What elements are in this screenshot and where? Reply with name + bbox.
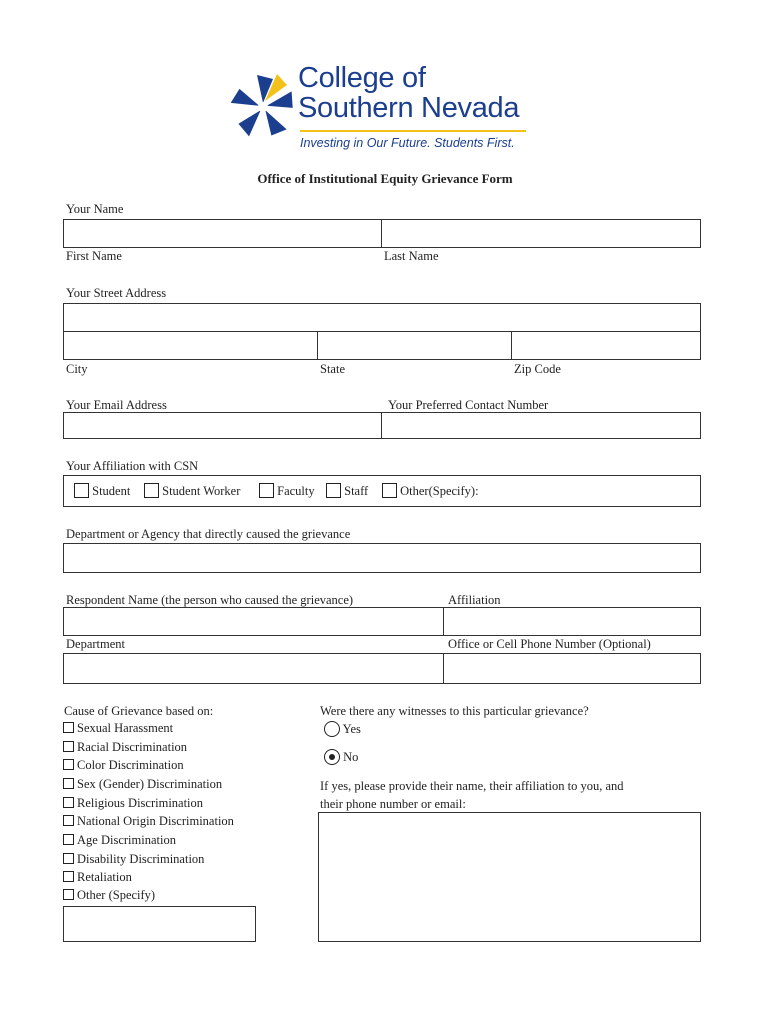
respondent-name-label: Respondent Name (the person who caused the grievance) [66, 593, 354, 607]
name-box [63, 219, 701, 248]
respondent-dept-box [63, 653, 701, 684]
cause-option-label: Disability Discrimination [77, 852, 205, 866]
witness-details-field[interactable] [318, 812, 701, 942]
logo-tagline: Investing in Our Future. Students First. [300, 136, 515, 150]
cause-checkbox[interactable] [63, 722, 74, 733]
cause-option[interactable] [63, 796, 203, 811]
cause-option[interactable] [63, 888, 155, 903]
no-label: No [343, 750, 359, 764]
last-name-label: Last Name [384, 249, 439, 263]
other-checkbox[interactable] [382, 483, 397, 498]
cause-option-label: Religious Discrimination [77, 796, 204, 810]
respondent-phone-label: Office or Cell Phone Number (Optional) [448, 637, 651, 651]
zip-code-label: Zip Code [514, 362, 561, 376]
name-divider [381, 220, 382, 247]
affiliation-option-staff[interactable] [326, 483, 368, 499]
cause-option-label: Sexual Harassment [77, 721, 174, 735]
logo-rule [300, 130, 526, 132]
respondent-box [63, 607, 701, 636]
state-field[interactable] [319, 332, 512, 359]
cause-option[interactable] [63, 833, 176, 848]
affiliation-option-other[interactable] [382, 483, 479, 499]
affiliation-option-student[interactable] [74, 483, 130, 499]
witness-followup-line-1: If yes, please provide their name, their affiliation to you, and [320, 779, 624, 793]
yes-radio[interactable] [324, 721, 340, 737]
preferred-contact-field[interactable] [383, 413, 700, 438]
cause-option[interactable] [63, 870, 132, 885]
cause-checkbox[interactable] [63, 759, 74, 770]
staff-checkbox[interactable] [326, 483, 341, 498]
yes-label: Yes [342, 722, 361, 736]
email-phone-box [63, 412, 701, 439]
cause-option[interactable] [63, 740, 187, 755]
first-name-label: First Name [66, 249, 122, 263]
state-label: State [320, 362, 345, 376]
respondent-department-label: Department [66, 637, 126, 651]
no-radio[interactable] [324, 749, 340, 765]
state-divider [511, 332, 512, 359]
street-address-field[interactable] [63, 303, 701, 332]
cause-option[interactable] [63, 852, 204, 867]
witnesses-question: Were there any witnesses to this particular grievance? [320, 704, 589, 718]
other-cause-specify-field[interactable] [63, 906, 256, 942]
cause-option[interactable] [63, 721, 173, 736]
no-radio-dot [329, 754, 335, 760]
city-divider [317, 332, 318, 359]
cause-checkbox[interactable] [63, 741, 74, 752]
cause-checkbox[interactable] [63, 815, 74, 826]
department-agency-label: Department or Agency that directly caused the grievance [66, 527, 351, 541]
student-worker-label: Student Worker [162, 484, 241, 498]
cause-option[interactable] [63, 777, 222, 792]
witness-followup-line-2: their phone number or email: [320, 797, 466, 811]
affiliation-label: Your Affiliation with CSN [66, 459, 199, 473]
respondent-name-field[interactable] [64, 608, 444, 635]
affiliation-option-student-worker[interactable] [144, 483, 240, 499]
cause-option-label: Other (Specify) [77, 888, 156, 902]
cause-checkbox[interactable] [63, 778, 74, 789]
logo-line-1: College of [298, 62, 426, 94]
student-label: Student [92, 484, 131, 498]
student-checkbox[interactable] [74, 483, 89, 498]
cause-checkbox[interactable] [63, 871, 74, 882]
respondent-affiliation-label: Affiliation [448, 593, 501, 607]
zip-code-field[interactable] [513, 332, 700, 359]
email-field[interactable] [64, 413, 382, 438]
cause-option-label: Sex (Gender) Discrimination [77, 777, 223, 791]
form-title: Office of Institutional Equity Grievance Form [257, 171, 513, 186]
student-worker-checkbox[interactable] [144, 483, 159, 498]
first-name-field[interactable] [64, 220, 382, 247]
affiliation-option-faculty[interactable] [259, 483, 315, 499]
cause-option-label: Age Discrimination [77, 833, 176, 847]
city-label: City [66, 362, 88, 376]
cause-checkbox[interactable] [63, 834, 74, 845]
cause-checkbox[interactable] [63, 853, 74, 864]
cause-checkbox[interactable] [63, 797, 74, 808]
email-divider [381, 413, 382, 438]
last-name-field[interactable] [383, 220, 700, 247]
cause-option[interactable] [63, 814, 234, 829]
staff-label: Staff [344, 484, 369, 498]
respondent-divider [443, 608, 444, 635]
cause-option-label: Racial Discrimination [77, 740, 188, 754]
city-state-zip-box [63, 331, 701, 360]
respondent-department-field[interactable] [64, 654, 444, 683]
cause-option[interactable] [63, 758, 184, 773]
cause-label: Cause of Grievance based on: [64, 704, 214, 718]
cause-option-label: Color Discrimination [77, 758, 184, 772]
faculty-checkbox[interactable] [259, 483, 274, 498]
city-field[interactable] [64, 332, 318, 359]
your-name-label: Your Name [66, 202, 124, 216]
respondent-phone-field[interactable] [445, 654, 700, 683]
street-address-label: Your Street Address [66, 286, 167, 300]
csn-star-logo-icon [228, 70, 298, 142]
logo-line-2: Southern Nevada [298, 92, 520, 124]
other-label: Other(Specify): [400, 484, 479, 498]
witness-option-no[interactable] [324, 749, 358, 765]
cause-checkbox[interactable] [63, 889, 74, 900]
respondent-affiliation-field[interactable] [445, 608, 700, 635]
email-label: Your Email Address [66, 398, 167, 412]
witness-option-yes[interactable] [324, 721, 361, 737]
respondent-dept-divider [443, 654, 444, 683]
faculty-label: Faculty [277, 484, 315, 498]
department-agency-field[interactable] [63, 543, 701, 573]
cause-option-label: National Origin Discrimination [77, 814, 234, 828]
cause-option-label: Retaliation [77, 870, 132, 884]
preferred-contact-label: Your Preferred Contact Number [388, 398, 549, 412]
